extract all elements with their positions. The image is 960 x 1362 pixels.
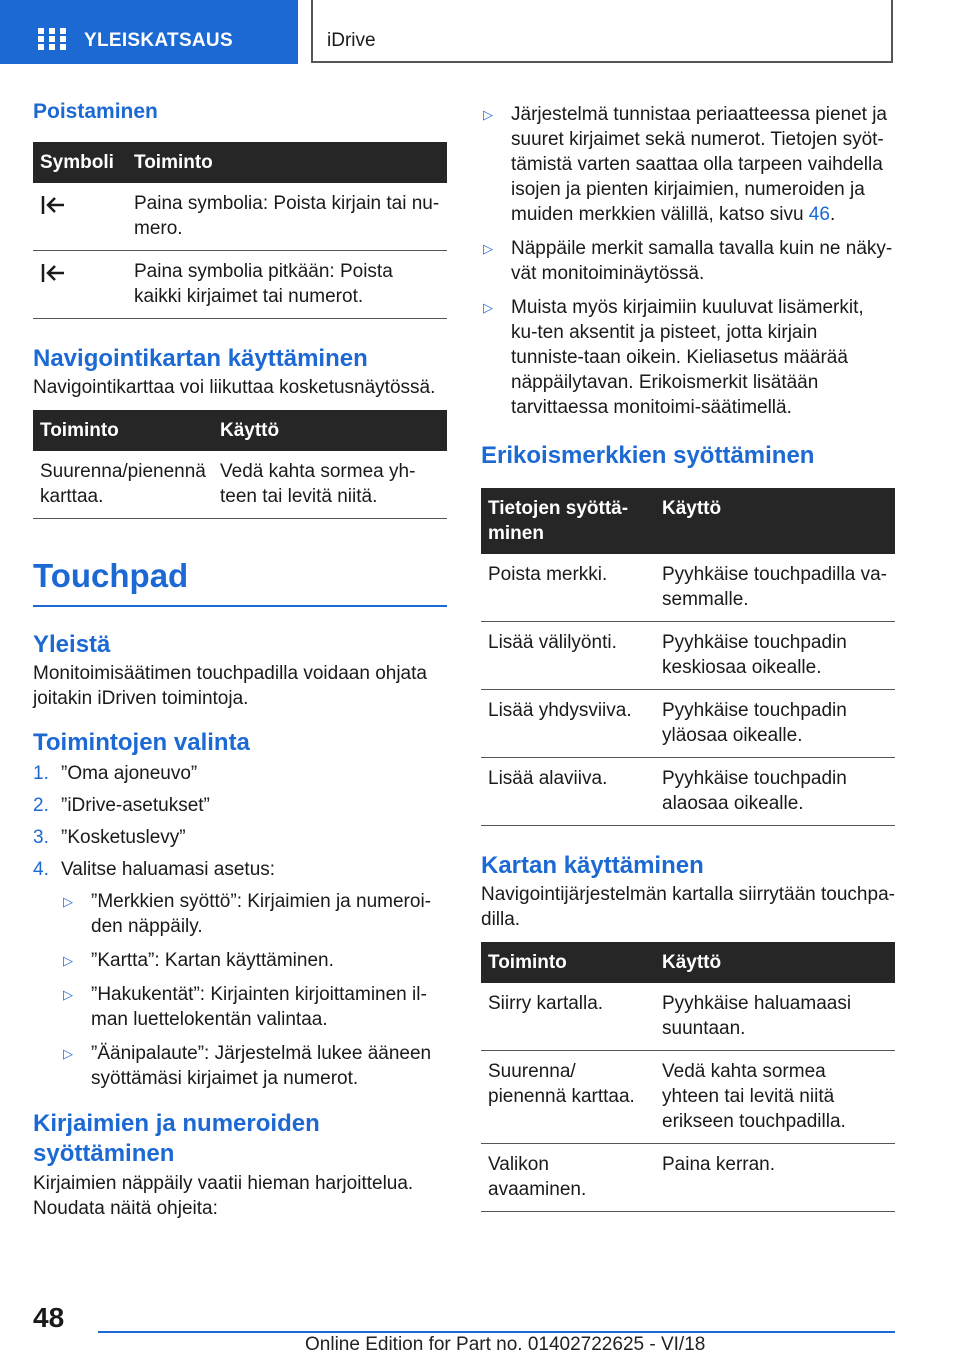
- triangle-bullet-icon: ▷: [483, 107, 493, 122]
- map-use-table: [481, 942, 895, 1212]
- table-header: Käyttö: [213, 410, 447, 451]
- delete-back-icon: [40, 262, 66, 284]
- table-cell: Paina kerran.: [655, 1144, 895, 1212]
- table-row: [33, 183, 447, 251]
- list-item: ▷ Järjestelmä tunnistaa periaatteessa pienet ja suuret kirjaimet sekä numerot. Tietojen syöt-tämistä varten saattaa olla tarpeen vaihdella isojen ja pienten kirjaimien, numeroiden ja muiden merkkien välillä, katso sivu 46.: [483, 104, 888, 225]
- table-header: Toiminto: [127, 142, 447, 183]
- footer-divider: [98, 1331, 895, 1333]
- section-tab[interactable]: [0, 0, 298, 64]
- table-cell: Paina symbolia pitkään: Poista kaikki kirjaimet tai numerot.: [127, 251, 447, 319]
- table-cell: Vedä kahta sormea yh-teen tai levitä niitä.: [213, 451, 447, 519]
- table-header: Toiminto: [33, 410, 213, 451]
- page-tab[interactable]: [311, 0, 893, 63]
- list-item: 3. ”Kosketuslevy”: [33, 827, 186, 848]
- table-cell: Lisää alaviiva.: [481, 758, 655, 826]
- list-item: 1. ”Oma ajoneuvo”: [33, 763, 198, 784]
- page-header: [0, 0, 960, 66]
- heading-poistaminen: Poistaminen: [33, 100, 158, 123]
- delete-table: [33, 142, 447, 319]
- page-link[interactable]: 46: [808, 204, 830, 225]
- table-cell: Poista merkki.: [481, 554, 655, 622]
- table-cell: Valikon avaaminen.: [481, 1144, 655, 1212]
- page-number: 48: [33, 1302, 65, 1333]
- map-use-intro: Navigointijärjestelmän kartalla siirrytään touchpa-dilla.: [481, 884, 895, 930]
- table-cell: Paina symbolia: Poista kirjain tai nu-mero.: [127, 183, 447, 251]
- triangle-bullet-icon: ▷: [483, 241, 493, 256]
- footer-edition: Online Edition for Part no. 01402722625 - VI/18: [305, 1334, 706, 1355]
- table-row: [481, 554, 895, 622]
- chapter-title: Touchpad: [33, 557, 447, 607]
- table-row: [33, 251, 447, 319]
- list-item: ▷ Muista myös kirjaimiin kuuluvat lisämerkit, ku-ten aksentit ja pisteet, jotta kirjain tunniste-taan oikein. Kieliasetus määrää näppäilytavan. Erikoismerkit lisätään tarvittaessa monitoimi-säätimellä.: [483, 297, 864, 418]
- page-tab-label: iDrive: [327, 30, 376, 51]
- input-text-2: Noudata näitä ohjeita:: [33, 1198, 218, 1219]
- table-cell: Pyyhkäise touchpadin keskiosaa oikealle.: [655, 622, 895, 690]
- list-item: 2. ”iDrive-asetukset”: [33, 795, 210, 816]
- input-guidelines: [481, 102, 895, 420]
- general-text: Monitoimisäätimen touchpadilla voidaan ohjata joitakin iDriven toimintoja.: [33, 663, 427, 709]
- heading-general: Yleistä: [33, 631, 111, 658]
- table-cell: Pyyhkäise haluamaasi suuntaan.: [655, 983, 895, 1051]
- heading-input: Kirjaimien ja numeroiden syöttäminen: [33, 1110, 320, 1167]
- delete-back-icon: [40, 194, 66, 216]
- grid-icon: [38, 28, 66, 50]
- table-cell: Pyyhkäise touchpadin alaosaa oikealle.: [655, 758, 895, 826]
- table-cell: Lisää välilyönti.: [481, 622, 655, 690]
- right-column: [481, 102, 895, 1212]
- special-chars-table: [481, 488, 895, 826]
- list-item: ▷ ”Merkkien syöttö”: Kirjaimien ja numeroi-den näppäily.: [63, 891, 431, 937]
- table-header: Symboli: [33, 142, 127, 183]
- nav-map-intro: Navigointikarttaa voi liikuttaa kosketusnäytössä.: [33, 377, 436, 398]
- table-cell: Pyyhkäise touchpadin yläosaa oikealle.: [655, 690, 895, 758]
- heading-selection: Toimintojen valinta: [33, 729, 250, 756]
- table-cell: Suurenna/pienennä karttaa.: [33, 451, 213, 519]
- nav-map-table: [33, 410, 447, 519]
- table-row: [481, 622, 895, 690]
- left-column: [33, 100, 447, 1221]
- list-item: ▷ ”Äänipalaute”: Järjestelmä lukee ääneen syöttämäsi kirjaimet ja numerot.: [63, 1043, 432, 1089]
- triangle-bullet-icon: ▷: [63, 987, 73, 1002]
- table-cell: Siirry kartalla.: [481, 983, 655, 1051]
- table-row: [481, 690, 895, 758]
- table-header: Toiminto: [481, 942, 655, 983]
- triangle-bullet-icon: ▷: [63, 894, 73, 909]
- table-row: [481, 1051, 895, 1144]
- list-item: ▷ ”Kartta”: Kartan käyttäminen.: [63, 950, 334, 971]
- section-tab-label: YLEISKATSAUS: [84, 30, 233, 51]
- heading-map-use: Kartan käyttäminen: [481, 852, 704, 879]
- heading-navigation-map: Navigointikartan käyttäminen: [33, 345, 368, 372]
- selection-sub-bullets: [61, 889, 447, 1091]
- triangle-bullet-icon: ▷: [63, 953, 73, 968]
- table-row: [481, 983, 895, 1051]
- table-row: [481, 758, 895, 826]
- table-row: [33, 451, 447, 519]
- table-cell: Vedä kahta sormea yhteen tai levitä niitä erikseen touchpadilla.: [655, 1051, 895, 1144]
- heading-special-chars: Erikoismerkkien syöttäminen: [481, 442, 815, 469]
- triangle-bullet-icon: ▷: [483, 300, 493, 315]
- triangle-bullet-icon: ▷: [63, 1046, 73, 1061]
- table-header: Tietojen syöttä-minen: [481, 488, 655, 554]
- table-row: [481, 1144, 895, 1212]
- table-header: Käyttö: [655, 488, 895, 554]
- table-cell: Lisää yhdysviiva.: [481, 690, 655, 758]
- table-cell: Pyyhkäise touchpadilla va-semmalle.: [655, 554, 895, 622]
- input-text-1: Kirjaimien näppäily vaatii hieman harjoittelua.: [33, 1173, 414, 1194]
- list-item: ▷ Näppäile merkit samalla tavalla kuin ne näky-vät monitoiminäytössä.: [483, 238, 893, 284]
- selection-steps: [33, 761, 447, 882]
- table-cell: Suurenna/ pienennä karttaa.: [481, 1051, 655, 1144]
- list-item: ▷ ”Hakukentät”: Kirjainten kirjoittaminen il-man luettelokentän valintaa.: [63, 984, 427, 1030]
- list-item: 4. Valitse haluamasi asetus:: [33, 859, 276, 880]
- table-header: Käyttö: [655, 942, 895, 983]
